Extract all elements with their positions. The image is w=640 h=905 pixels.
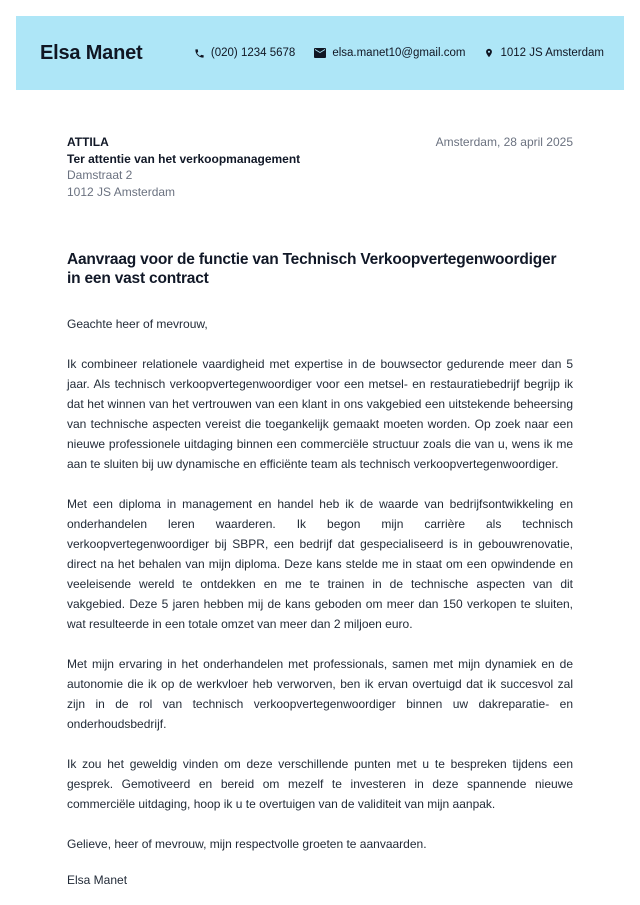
sender-name: Elsa Manet — [40, 41, 143, 64]
letter-closing: Gelieve, heer of mevrouw, mijn respectvolle groeten te aanvaarden. — [67, 837, 427, 851]
recipient-block — [67, 134, 300, 200]
letter-paragraph-4: Ik zou het geweldig vinden om deze verschillende punten met u te bespreken tijdens een gesprek. Gemotiveerd en bereid om mezelf te investeren in deze spannende nieuwe commerciële uitdaging, hoop ik u te overtuigen van de validiteit van mijn aanpak. — [67, 757, 573, 811]
letter-paragraph-3: Met mijn ervaring in het onderhandelen met professionals, samen met mijn dynamiek en de autonomie die ik op de werkvloer heb verworven, ben ik ervan overtuigd dat ik succesvol zal zijn in de rol van technisch verkoopvertegenwoordiger binnen uw dakreparatie- en onderhoudsbedrijf. — [67, 657, 573, 731]
mail-icon — [314, 48, 326, 58]
recipient-attention: Ter attentie van het verkoopmanagement — [67, 151, 301, 166]
phone-contact — [194, 47, 295, 59]
email-contact — [314, 47, 465, 59]
recipient-city: 1012 JS Amsterdam — [67, 184, 176, 199]
location-pin-icon — [484, 47, 494, 59]
phone-number: (020) 1234 5678 — [210, 47, 296, 59]
letter-date: Amsterdam, 28 april 2025 — [435, 135, 573, 149]
location-contact — [484, 47, 604, 59]
location-text: 1012 JS Amsterdam — [500, 47, 604, 59]
recipient-street: Damstraat 2 — [67, 168, 133, 182]
letter-content — [67, 90, 573, 890]
contact-info — [194, 47, 604, 59]
email-address: elsa.manet10@gmail.com — [332, 47, 466, 59]
letter-paragraph-1: Ik combineer relationele vaardigheid met expertise in de bouwsector gedurende meer dan 5 jaar. Als technisch verkoopvertegenwoordiger voor een metsel- en restauratiebedrijf begrijp ik dat het winnen van het vertrouwen van een klant in ons vakgebied een uitstekende beheersing van technische aspecten vereist die toegankelijk gemaakt moeten worden. Op zoek naar een nieuwe professionele uitdaging binnen een commerciële structuur zoals die van u, wens ik me aan te sluiten bij uw dynamische en efficiënte team als technisch verkoopvertegenwoordiger. — [67, 357, 573, 471]
letter-greeting: Geachte heer of mevrouw, — [67, 317, 208, 331]
phone-icon — [194, 48, 205, 59]
letter-paragraph-2: Met een diploma in management en handel heb ik de waarde van bedrijfsontwikkeling en onderhandelen leren waarderen. Ik begon mijn carrière als technisch verkoopvertegenwoordiger bij SBPR, een bedrijf dat gespecialiseerd is in gebouwrenovatie, direct na het behalen van mijn diploma. Deze kans stelde me in staat om een opwindende en veeleisende wereld te ontdekken en me te trainen in de technische aspecten van dit vakgebied. Deze 5 jaren hebben mij de kans geboden om meer dan 150 verkopen te sluiten, wat resulteerde in een totale omzet van meer dan 2 miljoen euro. — [67, 497, 573, 631]
recipient-and-date-row — [67, 134, 573, 200]
letter-signature: Elsa Manet — [67, 873, 128, 887]
letter-subject: Aanvraag voor de functie van Technisch Verkoopvertegenwoordiger in een vast contract — [67, 251, 557, 287]
recipient-company: ATTILA — [67, 135, 109, 149]
letter-header — [16, 16, 624, 90]
